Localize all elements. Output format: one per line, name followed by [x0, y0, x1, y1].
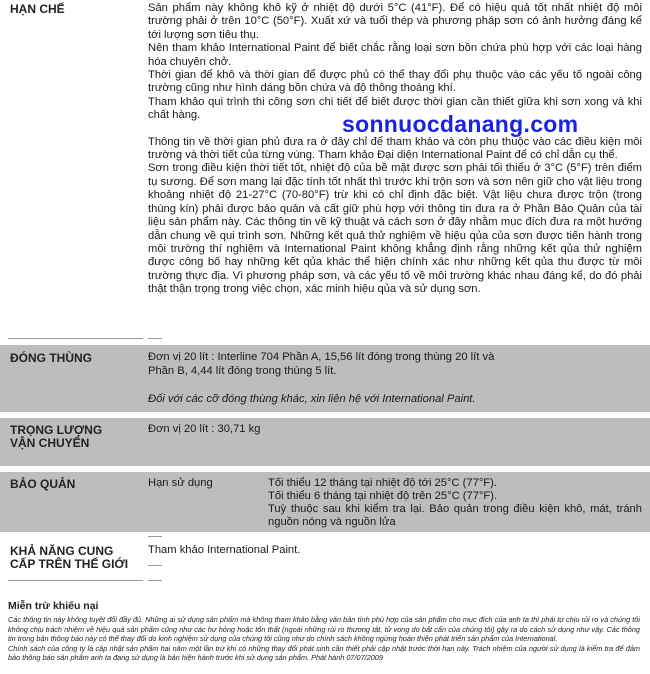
- section-label-trong-luong-1: TRỌNG LƯỢNG: [10, 423, 103, 437]
- divider: [8, 580, 143, 581]
- han-che-p3: Thời gian để khô và thời gian để được phủ có thể thay đổi phụ thuộc vào các yếu tố ngoài công trường cũng như hình dáng bồn chứa và độ thông thoáng khí.: [148, 69, 642, 95]
- kha-nang-value: Tham khảo International Paint.: [148, 544, 301, 556]
- trong-luong-value: Đơn vị 20 lít : 30,71 kg: [148, 423, 261, 435]
- section-label-kha-nang-2: CẤP TRÊN THẾ GIỚI: [10, 557, 129, 571]
- dong-thung-line1: Đơn vị 20 lít : Interline 704 Phần A, 15,56 lít đóng trong thùng 20 lít và: [148, 351, 495, 363]
- han-che-text: [148, 2, 642, 297]
- divider: [8, 338, 143, 339]
- section-label-dong-thung: ĐÓNG THÙNG: [10, 351, 92, 365]
- section-label-bao-quan: BẢO QUẢN: [10, 477, 76, 491]
- dong-thung-line2: Phần B, 4,44 lít đóng trong thùng 5 lít.: [148, 365, 337, 377]
- divider: [148, 565, 162, 566]
- han-che-p1: Sản phẩm này không khô kỹ ở nhiệt độ dưới 5°C (41°F). Để có hiệu quả tốt nhất nhiệt độ môi trường phải ở trên 10°C (50°F). Xuất xứ và tuổi thép và phương pháp sơn có ảnh hưởng đáng kể tới lượng sơn tiêu thụ.: [148, 2, 642, 41]
- section-label-trong-luong-2: VẬN CHUYỂN: [10, 436, 90, 450]
- han-che-p6: Sơn trong điều kiện thời tiết tốt, nhiệt độ của bề mặt được sơn phải tối thiểu ở 3°C (5°F) trên điểm tụ sương. Để sơn mang lại đặc tính tốt nhất thì trước khi trộn sơn và sơn nên giữ cho vật liệu trong khoảng nhiệt độ 21-27°C (70-80°F) trừ khi có chỉ định đặc biệt. Vật liệu chưa được trộn (trong thùng kín) phải được bảo quản và cất giữ phù hợp với thông tin đưa ra ở Phần Bảo Quản của tài liệu sản phẩm này. Các thông tin về kỹ thuật và cách sơn ở đây nhằm mục đích đưa ra một hướng dẫn chung về qui trình sơn. Những kết quả thử nghiệm về hiệu qủa của sơn được tiến hành trong môi trường thí nghiệm và International Paint không khẳng định rằng những kết qủa thử nghiệm được công bố hay những kết qủa khác thể hiện chính xác như những kết qủa thu được từ môi trường thực địa. Vì phương pháp sơn, và các yếu tố về môi trường khác nhau đáng kể, do đó phải thật thận trọng trong việc chọn, xác minh hiệu qủa và sử dụng sơn.: [148, 162, 642, 296]
- disclaimer-p2: Chính sách của công ty là cập nhật sản phẩm hai năm một lần trừ khi có những thay đổi phát sinh cần thiết phải cập nhật trước thời hạn này. Trách nhiệm của người sử dụng là kiểm tra để đảm bảo thông báo sản phẩm anh ta đang sử dụng là bản hiện hành trước khi sử dụng sản phẩm. Phát hành 07/07/2009: [8, 643, 640, 663]
- divider: [148, 338, 162, 339]
- han-che-p5: Thông tin về thời gian phủ đưa ra ở đây chỉ để tham khảo và còn phụ thuộc vào các điều kiện môi trường và thời tiết của từng vùng. Tham khảo Đại diện International Paint để có chỉ dẫn cụ thể.: [148, 135, 642, 162]
- bao-quan-line1: Tối thiểu 12 tháng tại nhiệt độ tới 25°C (77°F).: [268, 477, 497, 489]
- section-label-kha-nang-1: KHẢ NĂNG CUNG: [10, 544, 114, 558]
- bao-quan-line3: Tuỳ thuộc sau khi kiểm tra lại. Bảo quản trong điều kiện khô, mát, tránh nguồn nóng và nguồn lửa: [268, 503, 642, 529]
- dong-thung-note: Đối với các cỡ đóng thùng khác, xin liên hệ với International Paint.: [148, 393, 476, 405]
- divider: [148, 580, 162, 581]
- disclaimer-p1: Các thông tin này không tuyệt đối đầy đủ. Những ai sử dụng sản phẩm mà không tham khảo bằng văn bản tính phù hợp của sản phẩm cho mục đích của anh ta thì phải tự chịu rủi ro và chúng tôi không chịu trách nhiệm về hiệu quả sản phẩm cũng như các hư hỏng hoặc tổn thất (ngoài những rủi ro thương tật, tử vong do bất cẩn của chúng tôi) gây ra do cách sử dụng như vậy. Các thông tin trong bản thông báo này có thể thay đổi do kinh nghiệm sử dụng của chúng tôi cũng như do chính sách không ngừng hoàn thiện phát triển sản phẩm của International.: [8, 615, 640, 644]
- bao-quan-sub-label: Hạn sử dụng: [148, 477, 213, 489]
- section-label-han-che: HẠN CHẾ: [10, 2, 65, 16]
- divider: [148, 536, 162, 537]
- han-che-p2: Nên tham khảo International Paint để biết chắc rằng loại sơn bồn chứa phù hợp với các loại hàng hóa chuyên chở.: [148, 42, 642, 68]
- disclaimer-title: Miễn trừ khiếu nại: [8, 600, 99, 612]
- disclaimer-text: [8, 615, 640, 663]
- bao-quan-line2: Tối thiểu 6 tháng tại nhiệt độ trên 25°C (77°F).: [268, 490, 498, 502]
- watermark-text: sonnuocdanang.com: [342, 111, 579, 137]
- han-che-p4: Tham khảo qui trình thi công sơn chi tiết để biết được thời gian cần thiết giữa khi sơn xong và khi chất hàng.: [148, 95, 642, 122]
